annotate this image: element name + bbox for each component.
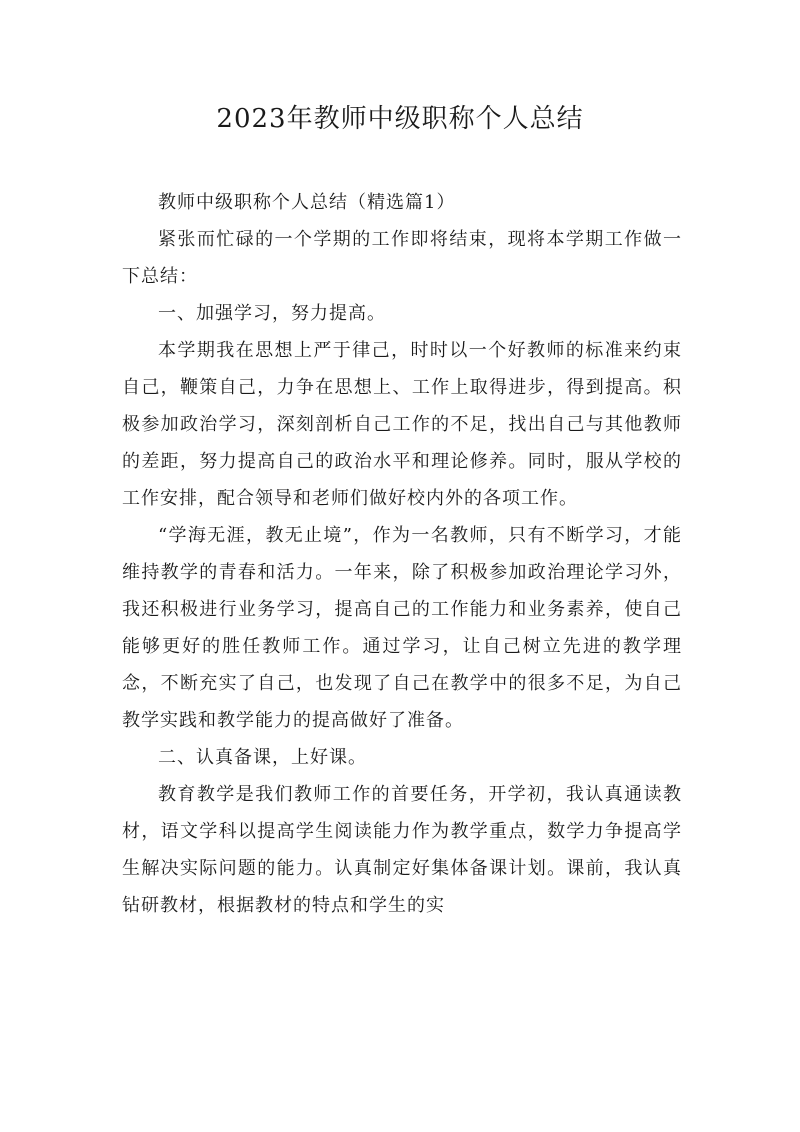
document-body: [122, 184, 682, 924]
body-paragraph: 本学期我在思想上严于律己，时时以一个好教师的标准来约束自己，鞭策自己，力争在思想上、工作上取得进步，得到提高。积极参加政治学习，深刻剖析自己工作的不足，找出自己与其他教师的差距，努力提高自己的政治水平和理论修养。同时，服从学校的工作安排，配合领导和老师们做好校内外的各项工作。: [122, 340, 682, 509]
section-heading-selection: 教师中级职称个人总结（精选篇1）: [158, 192, 456, 213]
intro-paragraph: 紧张而忙碌的一个学期的工作即将结束，现将本学期工作做一下总结：: [122, 229, 682, 287]
section-heading-study: 一、加强学习，努力提高。: [158, 303, 386, 324]
document-title: 2023年教师中级职称个人总结: [216, 104, 584, 134]
section-heading-lessons: 二、认真备课，上好课。: [158, 747, 367, 768]
body-paragraph: “学海无涯，教无止境”，作为一名教师，只有不断学习，才能维持教学的青春和活力。一年来，除了积极参加政治理论学习外，我还积极进行业务学习，提高自己的工作能力和业务素养，使自己能够更好的胜任教师工作。通过学习，让自己树立先进的教学理念，不断充实了自己，也发现了自己在教学中的很多不足，为自己教学实践和教学能力的提高做好了准备。: [122, 525, 682, 731]
body-paragraph: 教育教学是我们教师工作的首要任务，开学初，我认真通读教材，语文学科以提高学生阅读能力作为教学重点，数学力争提高学生解决实际问题的能力。认真制定好集体备课计划。课前，我认真钻研教材，根据教材的特点和学生的实: [122, 784, 682, 916]
